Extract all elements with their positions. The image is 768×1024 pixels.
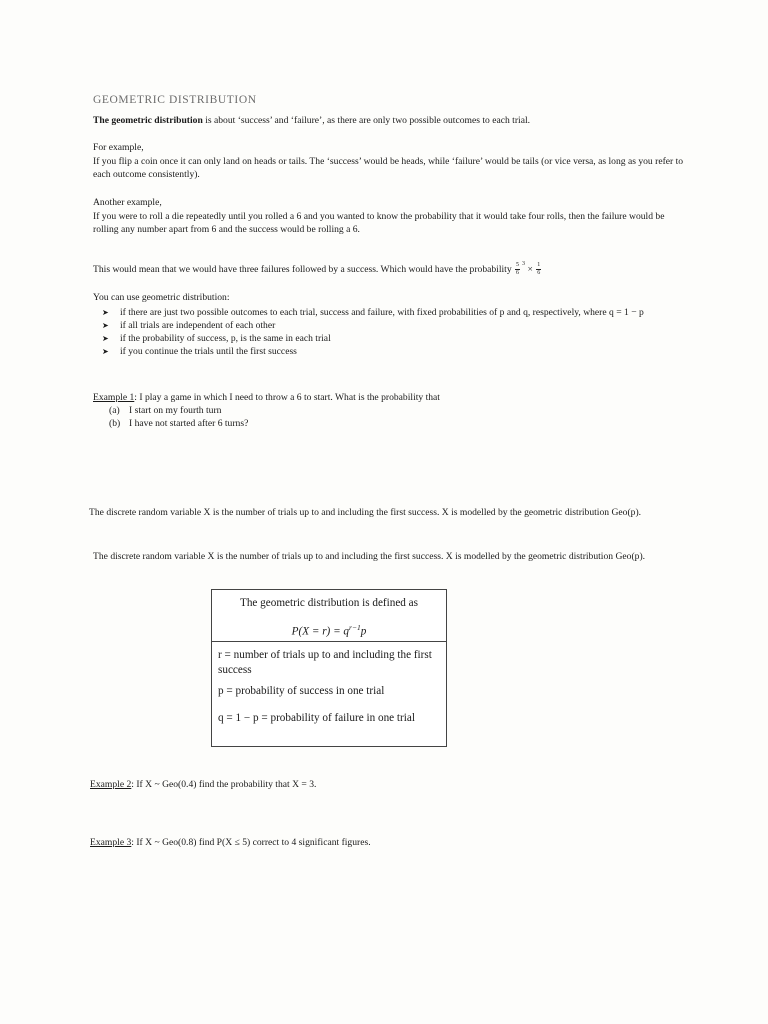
intro-text: is about ‘success’ and ‘failure’, as there are only two possible outcomes to each trial. bbox=[202, 115, 531, 126]
example-1-part-a: (a) I start on my fourth turn bbox=[109, 405, 222, 416]
definition-p: p = probability of success in one trial bbox=[218, 685, 385, 697]
example-b-body: If you were to roll a die repeatedly until you rolled a 6 and you wanted to know the probability that it would take four rolls, then the failure would be rolling any number apart from 6 and the success would be rolling a 6. bbox=[93, 211, 665, 235]
times-sign: × bbox=[527, 264, 533, 275]
intro-paragraph bbox=[93, 114, 693, 127]
list-item: ➤ if the probability of success, p, is the same in each trial bbox=[102, 332, 696, 345]
example-1-label: Example 1 bbox=[93, 392, 135, 403]
example-1-part-b: (b) I have not started after 6 turns? bbox=[109, 418, 249, 429]
example-2-text: : If X ~ Geo(0.4) find the probability that X = 3. bbox=[131, 779, 317, 790]
example-2 bbox=[90, 778, 690, 791]
example-2-label: Example 2 bbox=[90, 779, 132, 790]
list-item: ➤ if you continue the trials until the first success bbox=[102, 345, 696, 358]
definition-r: r = number of trials up to and including the first success bbox=[218, 649, 432, 676]
three-failures-line bbox=[93, 258, 713, 277]
intro-bold-term: The geometric distribution bbox=[93, 115, 203, 126]
fraction-five-sixths: $\frac{5}{6}$ bbox=[516, 262, 520, 277]
example-a-heading: For example, bbox=[93, 142, 144, 153]
discrete-variable-text-1: The discrete random variable X is the number of trials up to and including the first success. X is modelled by the geometric distribution Geo(p). bbox=[89, 507, 642, 518]
definition-formula: $P(X = r) = q^{r-1}p$ bbox=[291, 623, 367, 638]
three-failures-text: This would mean that we would have three failures followed by a success. Which would have the probability bbox=[93, 264, 512, 275]
example-b-heading: Another example, bbox=[93, 197, 162, 208]
list-item: ➤ if there are just two possible outcomes to each trial, success and failure, with fixed probabilities of p and q, respectively, where q = 1 − p bbox=[102, 306, 696, 319]
definition-q: q = 1 − p = probability of failure in one trial bbox=[218, 712, 415, 724]
page-title: GEOMETRIC DISTRIBUTION bbox=[93, 94, 257, 106]
fraction-one-sixth: $\frac{1}{6}$ bbox=[537, 262, 541, 277]
use-geo-list bbox=[102, 306, 696, 358]
example-3-label: Example 3 bbox=[90, 837, 132, 848]
example-3-text: : If X ~ Geo(0.8) find P(X ≤ 5) correct to 4 significant figures. bbox=[131, 837, 371, 848]
definition-heading: The geometric distribution is defined as bbox=[239, 597, 419, 609]
example-1 bbox=[93, 391, 693, 404]
example-a-body: If you flip a coin once it can only land on heads or tails. The ‘success’ would be heads, while ‘failure’ would be tails (or vice versa, as long as you refer to each outcome consistently). bbox=[93, 156, 684, 180]
example-3 bbox=[90, 836, 690, 849]
list-item: ➤ if all trials are independent of each other bbox=[102, 319, 696, 332]
use-geo-heading: You can use geometric distribution: bbox=[93, 292, 230, 303]
definition-divider bbox=[212, 641, 446, 642]
power-three: 3 bbox=[522, 261, 526, 267]
example-1-text: : I play a game in which I need to throw a 6 to start. What is the probability that bbox=[134, 392, 440, 403]
definition-box bbox=[211, 589, 447, 747]
discrete-variable-text-2: The discrete random variable X is the number of trials up to and including the first success. X is modelled by the geometric distribution Geo(p). bbox=[93, 551, 646, 562]
